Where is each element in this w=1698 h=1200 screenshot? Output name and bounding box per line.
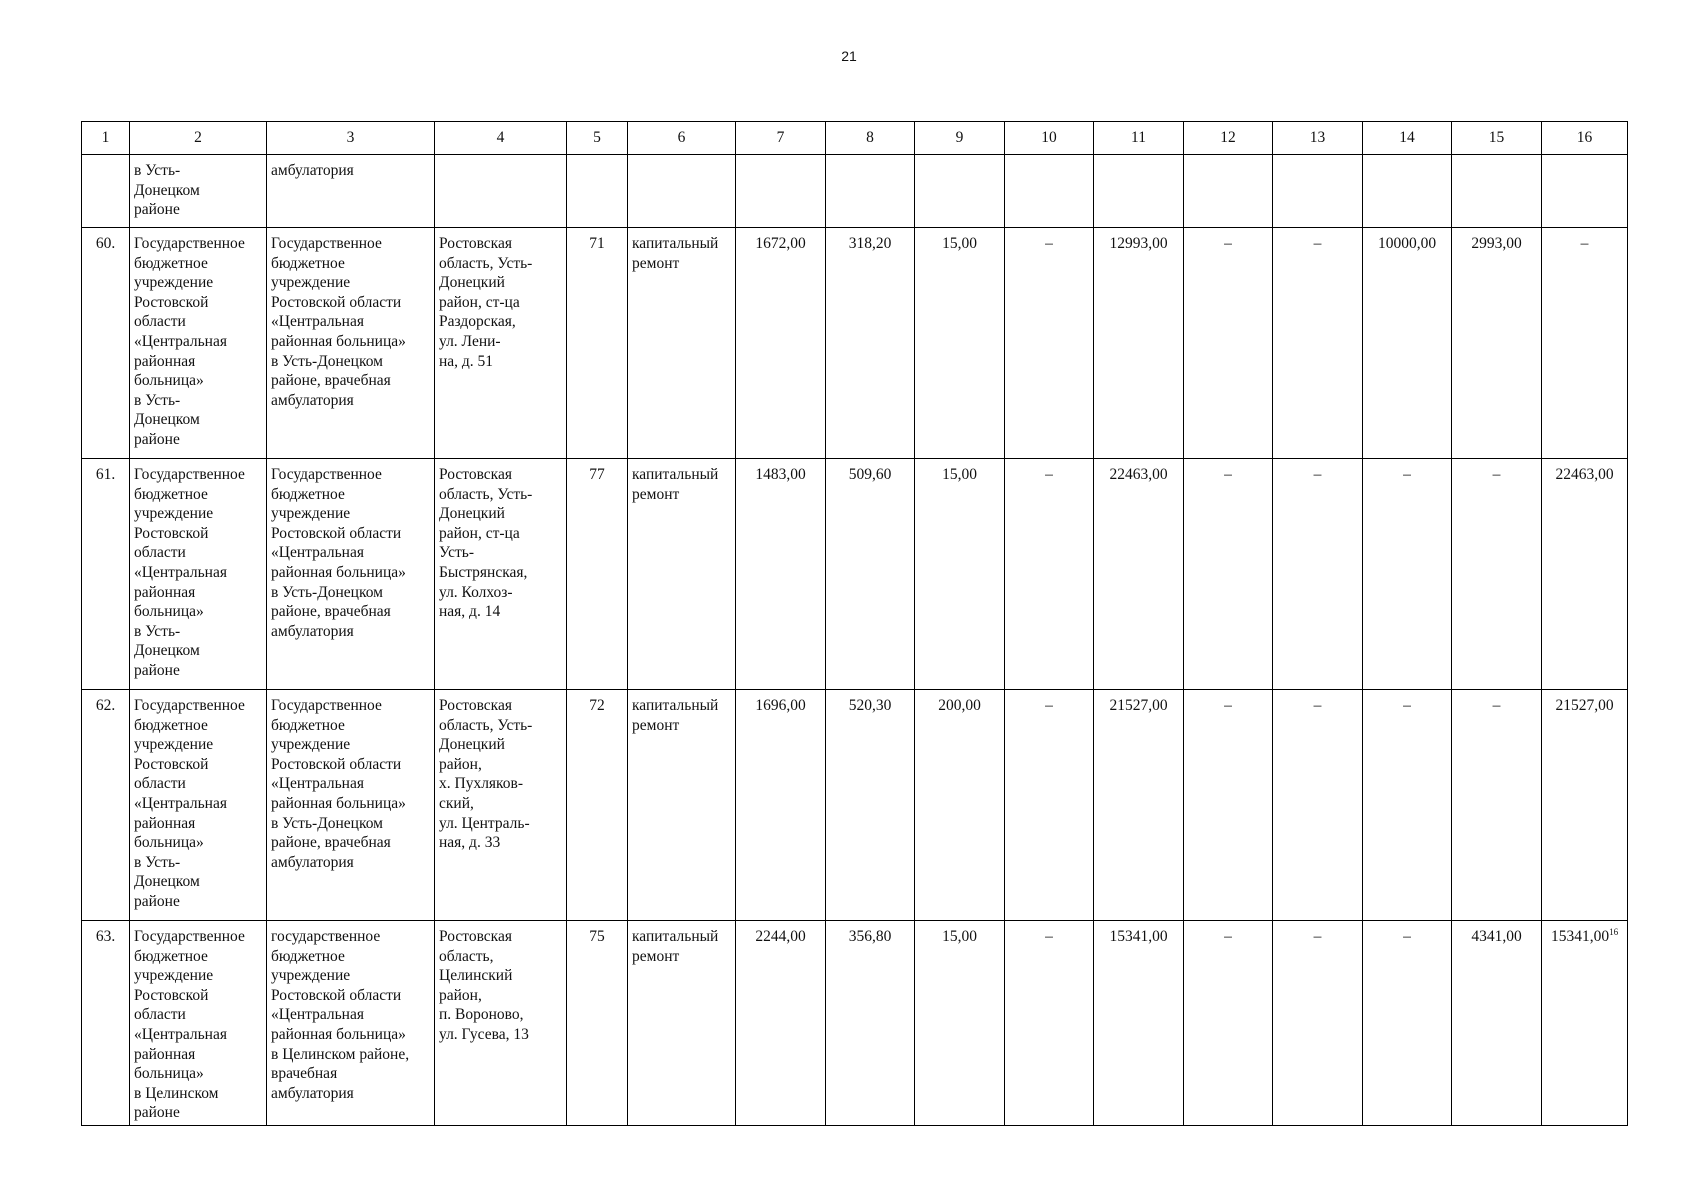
institution-name: Государственное бюджетное учреждение Ростовской области «Центральная районная больница» в Усть- Донецком районе xyxy=(130,228,267,459)
table-row xyxy=(82,690,1628,921)
col16-value xyxy=(1542,155,1628,228)
col14-value: – xyxy=(1363,459,1452,690)
col10-value: – xyxy=(1005,228,1094,459)
col5-value: 71 xyxy=(567,228,628,459)
col10-value xyxy=(1005,155,1094,228)
address: Ростовская область, Усть- Донецкий район, х. Пухляков- ский, ул. Централь- ная, д. 33 xyxy=(435,690,567,921)
facility-name: Государственное бюджетное учреждение Ростовской области «Центральная районная больница» в Усть-Донецком районе, врачебная амбулатория xyxy=(267,690,435,921)
col12-value xyxy=(1184,155,1273,228)
header-cell: 8 xyxy=(826,122,915,155)
col14-value xyxy=(1363,155,1452,228)
header-cell: 15 xyxy=(1452,122,1542,155)
row-number: 60. xyxy=(82,228,130,459)
header-cell: 10 xyxy=(1005,122,1094,155)
col16-text: 22463,00 xyxy=(1555,466,1614,483)
col9-value: 200,00 xyxy=(915,690,1005,921)
header-cell: 16 xyxy=(1542,122,1628,155)
header-cell: 6 xyxy=(628,122,736,155)
row-number: 61. xyxy=(82,459,130,690)
col9-value: 15,00 xyxy=(915,921,1005,1126)
institution-name: Государственное бюджетное учреждение Ростовской области «Центральная районная больница» в Усть- Донецком районе xyxy=(130,690,267,921)
col16-text: – xyxy=(1580,235,1589,252)
table-row xyxy=(82,459,1628,690)
col7-value: 1696,00 xyxy=(736,690,826,921)
work-type: капитальный ремонт xyxy=(628,921,736,1126)
table-row xyxy=(82,228,1628,459)
facility-name: Государственное бюджетное учреждение Ростовской области «Центральная районная больница» в Усть-Донецком районе, врачебная амбулатория xyxy=(267,459,435,690)
col15-value: – xyxy=(1452,690,1542,921)
col13-value: – xyxy=(1273,690,1363,921)
col11-value: 15341,00 xyxy=(1094,921,1184,1126)
col13-value: – xyxy=(1273,459,1363,690)
header-cell: 9 xyxy=(915,122,1005,155)
col13-value xyxy=(1273,155,1363,228)
header-cell: 4 xyxy=(435,122,567,155)
col16-value xyxy=(1542,921,1628,1126)
header-cell: 3 xyxy=(267,122,435,155)
header-row xyxy=(82,122,1628,155)
col5-value: 72 xyxy=(567,690,628,921)
col16-value xyxy=(1542,690,1628,921)
work-type: капитальный ремонт xyxy=(628,228,736,459)
address: Ростовская область, Усть- Донецкий район, ст-ца Усть- Быстрянская, ул. Колхоз- ная, д. 14 xyxy=(435,459,567,690)
col10-value: – xyxy=(1005,690,1094,921)
institution-name: Государственное бюджетное учреждение Ростовской области «Центральная районная больница» в Целинском районе xyxy=(130,921,267,1126)
col5-value xyxy=(567,155,628,228)
header-cell: 12 xyxy=(1184,122,1273,155)
col15-value xyxy=(1452,155,1542,228)
header-cell: 11 xyxy=(1094,122,1184,155)
row-number: 62. xyxy=(82,690,130,921)
col13-value: – xyxy=(1273,921,1363,1126)
col7-value xyxy=(736,155,826,228)
col15-value: – xyxy=(1452,459,1542,690)
col8-value: 356,80 xyxy=(826,921,915,1126)
footnote-mark: 16 xyxy=(1609,927,1619,937)
header-cell: 7 xyxy=(736,122,826,155)
facility-name: амбулатория xyxy=(267,155,435,228)
work-type xyxy=(628,155,736,228)
col16-text: 15341,00 xyxy=(1550,928,1610,945)
col16-text: 21527,00 xyxy=(1555,697,1614,714)
col11-value: 12993,00 xyxy=(1094,228,1184,459)
col15-value: 2993,00 xyxy=(1452,228,1542,459)
col8-value: 520,30 xyxy=(826,690,915,921)
col10-value: – xyxy=(1005,921,1094,1126)
facility-name: государственное бюджетное учреждение Ростовской области «Центральная районная больница» в Целинском районе, врачебная амбулатория xyxy=(267,921,435,1126)
table-row xyxy=(82,155,1628,228)
col16-value xyxy=(1542,459,1628,690)
col14-value: – xyxy=(1363,690,1452,921)
col12-value: – xyxy=(1184,228,1273,459)
page-number: 21 xyxy=(841,48,857,64)
col15-value: 4341,00 xyxy=(1452,921,1542,1126)
col8-value: 509,60 xyxy=(826,459,915,690)
facility-name: Государственное бюджетное учреждение Ростовской области «Центральная районная больница» в Усть-Донецком районе, врачебная амбулатория xyxy=(267,228,435,459)
col14-value: – xyxy=(1363,921,1452,1126)
col9-value xyxy=(915,155,1005,228)
address: Ростовская область, Целинский район, п. Вороново, ул. Гусева, 13 xyxy=(435,921,567,1126)
address xyxy=(435,155,567,228)
header-cell: 13 xyxy=(1273,122,1363,155)
col5-value: 75 xyxy=(567,921,628,1126)
col7-value: 1483,00 xyxy=(736,459,826,690)
header-cell: 2 xyxy=(130,122,267,155)
col7-value: 1672,00 xyxy=(736,228,826,459)
col11-value: 22463,00 xyxy=(1094,459,1184,690)
col11-value: 21527,00 xyxy=(1094,690,1184,921)
col16-value xyxy=(1542,228,1628,459)
col10-value: – xyxy=(1005,459,1094,690)
data-table xyxy=(81,121,1628,1126)
institution-name: в Усть- Донецком районе xyxy=(130,155,267,228)
col9-value: 15,00 xyxy=(915,228,1005,459)
col7-value: 2244,00 xyxy=(736,921,826,1126)
col12-value: – xyxy=(1184,921,1273,1126)
address: Ростовская область, Усть- Донецкий район, ст-ца Раздорская, ул. Лени- на, д. 51 xyxy=(435,228,567,459)
table-row xyxy=(82,921,1628,1126)
col11-value xyxy=(1094,155,1184,228)
col14-value: 10000,00 xyxy=(1363,228,1452,459)
col12-value: – xyxy=(1184,459,1273,690)
col12-value: – xyxy=(1184,690,1273,921)
header-cell: 14 xyxy=(1363,122,1452,155)
col13-value: – xyxy=(1273,228,1363,459)
col8-value: 318,20 xyxy=(826,228,915,459)
row-number xyxy=(82,155,130,228)
work-type: капитальный ремонт xyxy=(628,690,736,921)
institution-name: Государственное бюджетное учреждение Ростовской области «Центральная районная больница» в Усть- Донецком районе xyxy=(130,459,267,690)
col8-value xyxy=(826,155,915,228)
col9-value: 15,00 xyxy=(915,459,1005,690)
row-number: 63. xyxy=(82,921,130,1126)
header-cell: 5 xyxy=(567,122,628,155)
work-type: капитальный ремонт xyxy=(628,459,736,690)
col5-value: 77 xyxy=(567,459,628,690)
header-cell: 1 xyxy=(82,122,130,155)
